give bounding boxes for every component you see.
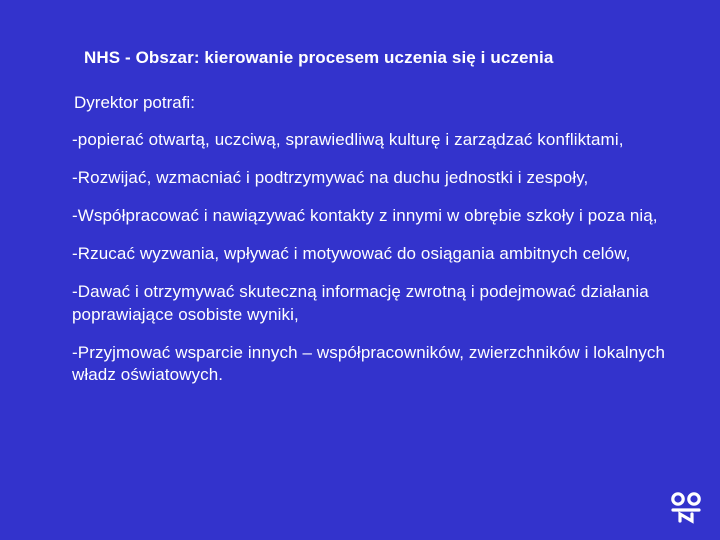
slide-intro: Dyrektor potrafi:	[74, 93, 195, 112]
bullet-item: -popierać otwartą, uczciwą, sprawiedliwą kulturę i zarządzać konfliktami,	[72, 130, 624, 149]
bullet-item: -Przyjmować wsparcie innych – współpracowników, zwierzchników i lokalnych władz oświatowych.	[72, 342, 666, 384]
bullet-item: -Dawać i otrzymywać skuteczną informację zwrotną i podejmować działania poprawiające osobiste wyniki,	[72, 282, 649, 324]
bullet-item: -Rzucać wyzwania, wpływać i motywować do osiągania ambitnych celów,	[72, 244, 631, 263]
nhs-logo-icon	[668, 490, 704, 524]
slide-title: NHS - Obszar: kierowanie procesem uczenia się i uczenia	[84, 48, 554, 67]
bullet-list	[72, 129, 682, 402]
bullet-item: -Współpracować i nawiązywać kontakty z innymi w obrębie szkoły i poza nią,	[72, 206, 658, 225]
bullet-item: -Rozwijać, wzmacniać i podtrzymywać na duchu jednostki i zespoły,	[72, 168, 589, 187]
